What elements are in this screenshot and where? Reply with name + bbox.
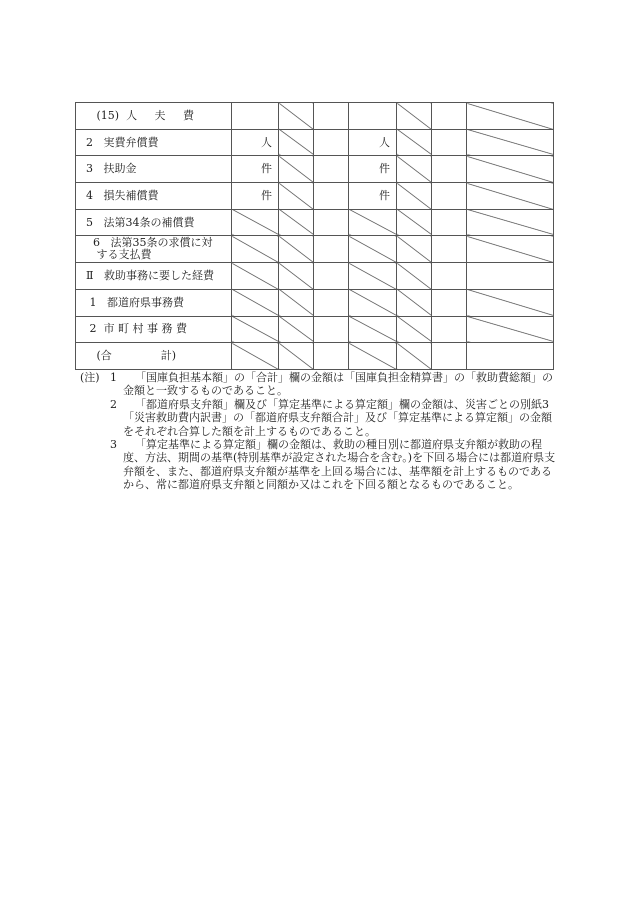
slashed-cell — [397, 289, 432, 316]
note-number: 2 — [110, 397, 117, 411]
slashed-cell — [279, 343, 314, 370]
slashed-cell — [467, 156, 554, 183]
slashed-cell — [232, 343, 279, 370]
table-row — [76, 209, 554, 236]
empty-cell — [432, 316, 467, 343]
row-label: 6 法第35条の求償に対 する支払費 — [76, 236, 232, 263]
unit-cell: 人 — [349, 129, 397, 156]
empty-cell — [314, 129, 349, 156]
empty-cell — [432, 156, 467, 183]
slashed-cell — [349, 316, 397, 343]
slashed-cell — [279, 236, 314, 263]
slashed-cell — [279, 263, 314, 290]
table-row — [76, 183, 554, 210]
slashed-cell — [467, 236, 554, 263]
row-label: (15) 人 夫 費 — [76, 103, 232, 130]
slashed-cell — [467, 103, 554, 130]
slashed-cell — [349, 236, 397, 263]
note-item — [80, 371, 560, 398]
slashed-cell — [397, 343, 432, 370]
note-text: 「都道府県支弁額」欄及び「算定基準による算定額」欄の金額は、災害ごとの別紙3「災害救助費内訳書」の「都道府県支弁額合計」及び「算定基準による算定額」の金額をそれぞれ合算した額を計上するものであること。 — [123, 397, 552, 438]
unit-cell: 件 — [232, 183, 279, 210]
row-label: 2 実費弁償費 — [76, 129, 232, 156]
slashed-cell — [349, 209, 397, 236]
note-heading — [80, 398, 110, 438]
empty-cell — [314, 289, 349, 316]
unit-cell: 人 — [232, 129, 279, 156]
slashed-cell — [397, 129, 432, 156]
empty-cell — [349, 103, 397, 130]
empty-cell — [314, 343, 349, 370]
note-number: 1 — [110, 371, 117, 384]
empty-cell — [432, 236, 467, 263]
row-label: 2 市 町 村 事 務 費 — [76, 316, 232, 343]
empty-cell — [314, 209, 349, 236]
slashed-cell — [349, 289, 397, 316]
slashed-cell — [467, 289, 554, 316]
empty-cell — [432, 263, 467, 290]
table-row — [76, 263, 554, 290]
note-number: 3 — [110, 438, 117, 452]
slashed-cell — [232, 236, 279, 263]
note-item — [80, 438, 560, 492]
slashed-cell — [279, 156, 314, 183]
note-heading — [80, 438, 110, 492]
empty-cell — [432, 209, 467, 236]
table-row — [76, 156, 554, 183]
empty-cell — [232, 103, 279, 130]
unit-cell: 件 — [349, 156, 397, 183]
slashed-cell — [467, 129, 554, 156]
slashed-cell — [279, 209, 314, 236]
slashed-cell — [279, 103, 314, 130]
slashed-cell — [232, 209, 279, 236]
note-heading: (注) — [80, 371, 100, 384]
row-label: 3 扶助金 — [76, 156, 232, 183]
slashed-cell — [279, 289, 314, 316]
table-row — [76, 316, 554, 343]
slashed-cell — [467, 209, 554, 236]
slashed-cell — [397, 263, 432, 290]
slashed-cell — [397, 236, 432, 263]
empty-cell — [467, 343, 554, 370]
slashed-cell — [397, 103, 432, 130]
unit-cell: 件 — [349, 183, 397, 210]
row-label: 5 法第34条の補償費 — [76, 209, 232, 236]
row-label: 1 都道府県事務費 — [76, 289, 232, 316]
table-row — [76, 289, 554, 316]
empty-cell — [432, 289, 467, 316]
empty-cell — [432, 103, 467, 130]
note-text: 「算定基準による算定額」欄の金額は、救助の種目別に都道府県支弁額が救助の程度、方法、期間の基準(特別基準が設定された場合を含む。)を下回る場合には都道府県支弁額を、また、都道府県支弁額が基準を上回る場合には、基準額を計上するものであるから、常に都道府県支弁額と同額か又はこれを下回る額となるものであること。 — [123, 438, 556, 492]
empty-cell — [314, 236, 349, 263]
empty-cell — [467, 263, 554, 290]
slashed-cell — [467, 316, 554, 343]
table-row — [76, 103, 554, 130]
slashed-cell — [397, 316, 432, 343]
empty-cell — [314, 183, 349, 210]
row-label: 4 損失補償費 — [76, 183, 232, 210]
table-row — [76, 129, 554, 156]
slashed-cell — [349, 263, 397, 290]
empty-cell — [314, 263, 349, 290]
table-row — [76, 236, 554, 263]
slashed-cell — [279, 129, 314, 156]
slashed-cell — [279, 316, 314, 343]
note-text: 「国庫負担基本額」の「合計」欄の金額は「国庫負担金精算書」の「救助費総額」の金額と一致するものであること。 — [123, 371, 553, 398]
unit-cell: 件 — [232, 156, 279, 183]
empty-cell — [314, 103, 349, 130]
note-item — [80, 398, 560, 438]
slashed-cell — [232, 316, 279, 343]
slashed-cell — [467, 183, 554, 210]
notes — [80, 371, 560, 492]
slashed-cell — [232, 289, 279, 316]
empty-cell — [432, 343, 467, 370]
empty-cell — [432, 129, 467, 156]
slashed-cell — [397, 209, 432, 236]
slashed-cell — [397, 156, 432, 183]
empty-cell — [432, 183, 467, 210]
slashed-cell — [397, 183, 432, 210]
slashed-cell — [279, 183, 314, 210]
empty-cell — [314, 316, 349, 343]
empty-cell — [314, 156, 349, 183]
slashed-cell — [349, 343, 397, 370]
row-label: (合 計) — [76, 343, 232, 370]
expense-table — [75, 102, 554, 370]
row-label: Ⅱ 救助事務に要した経費 — [76, 263, 232, 290]
table-row — [76, 343, 554, 370]
slashed-cell — [232, 263, 279, 290]
